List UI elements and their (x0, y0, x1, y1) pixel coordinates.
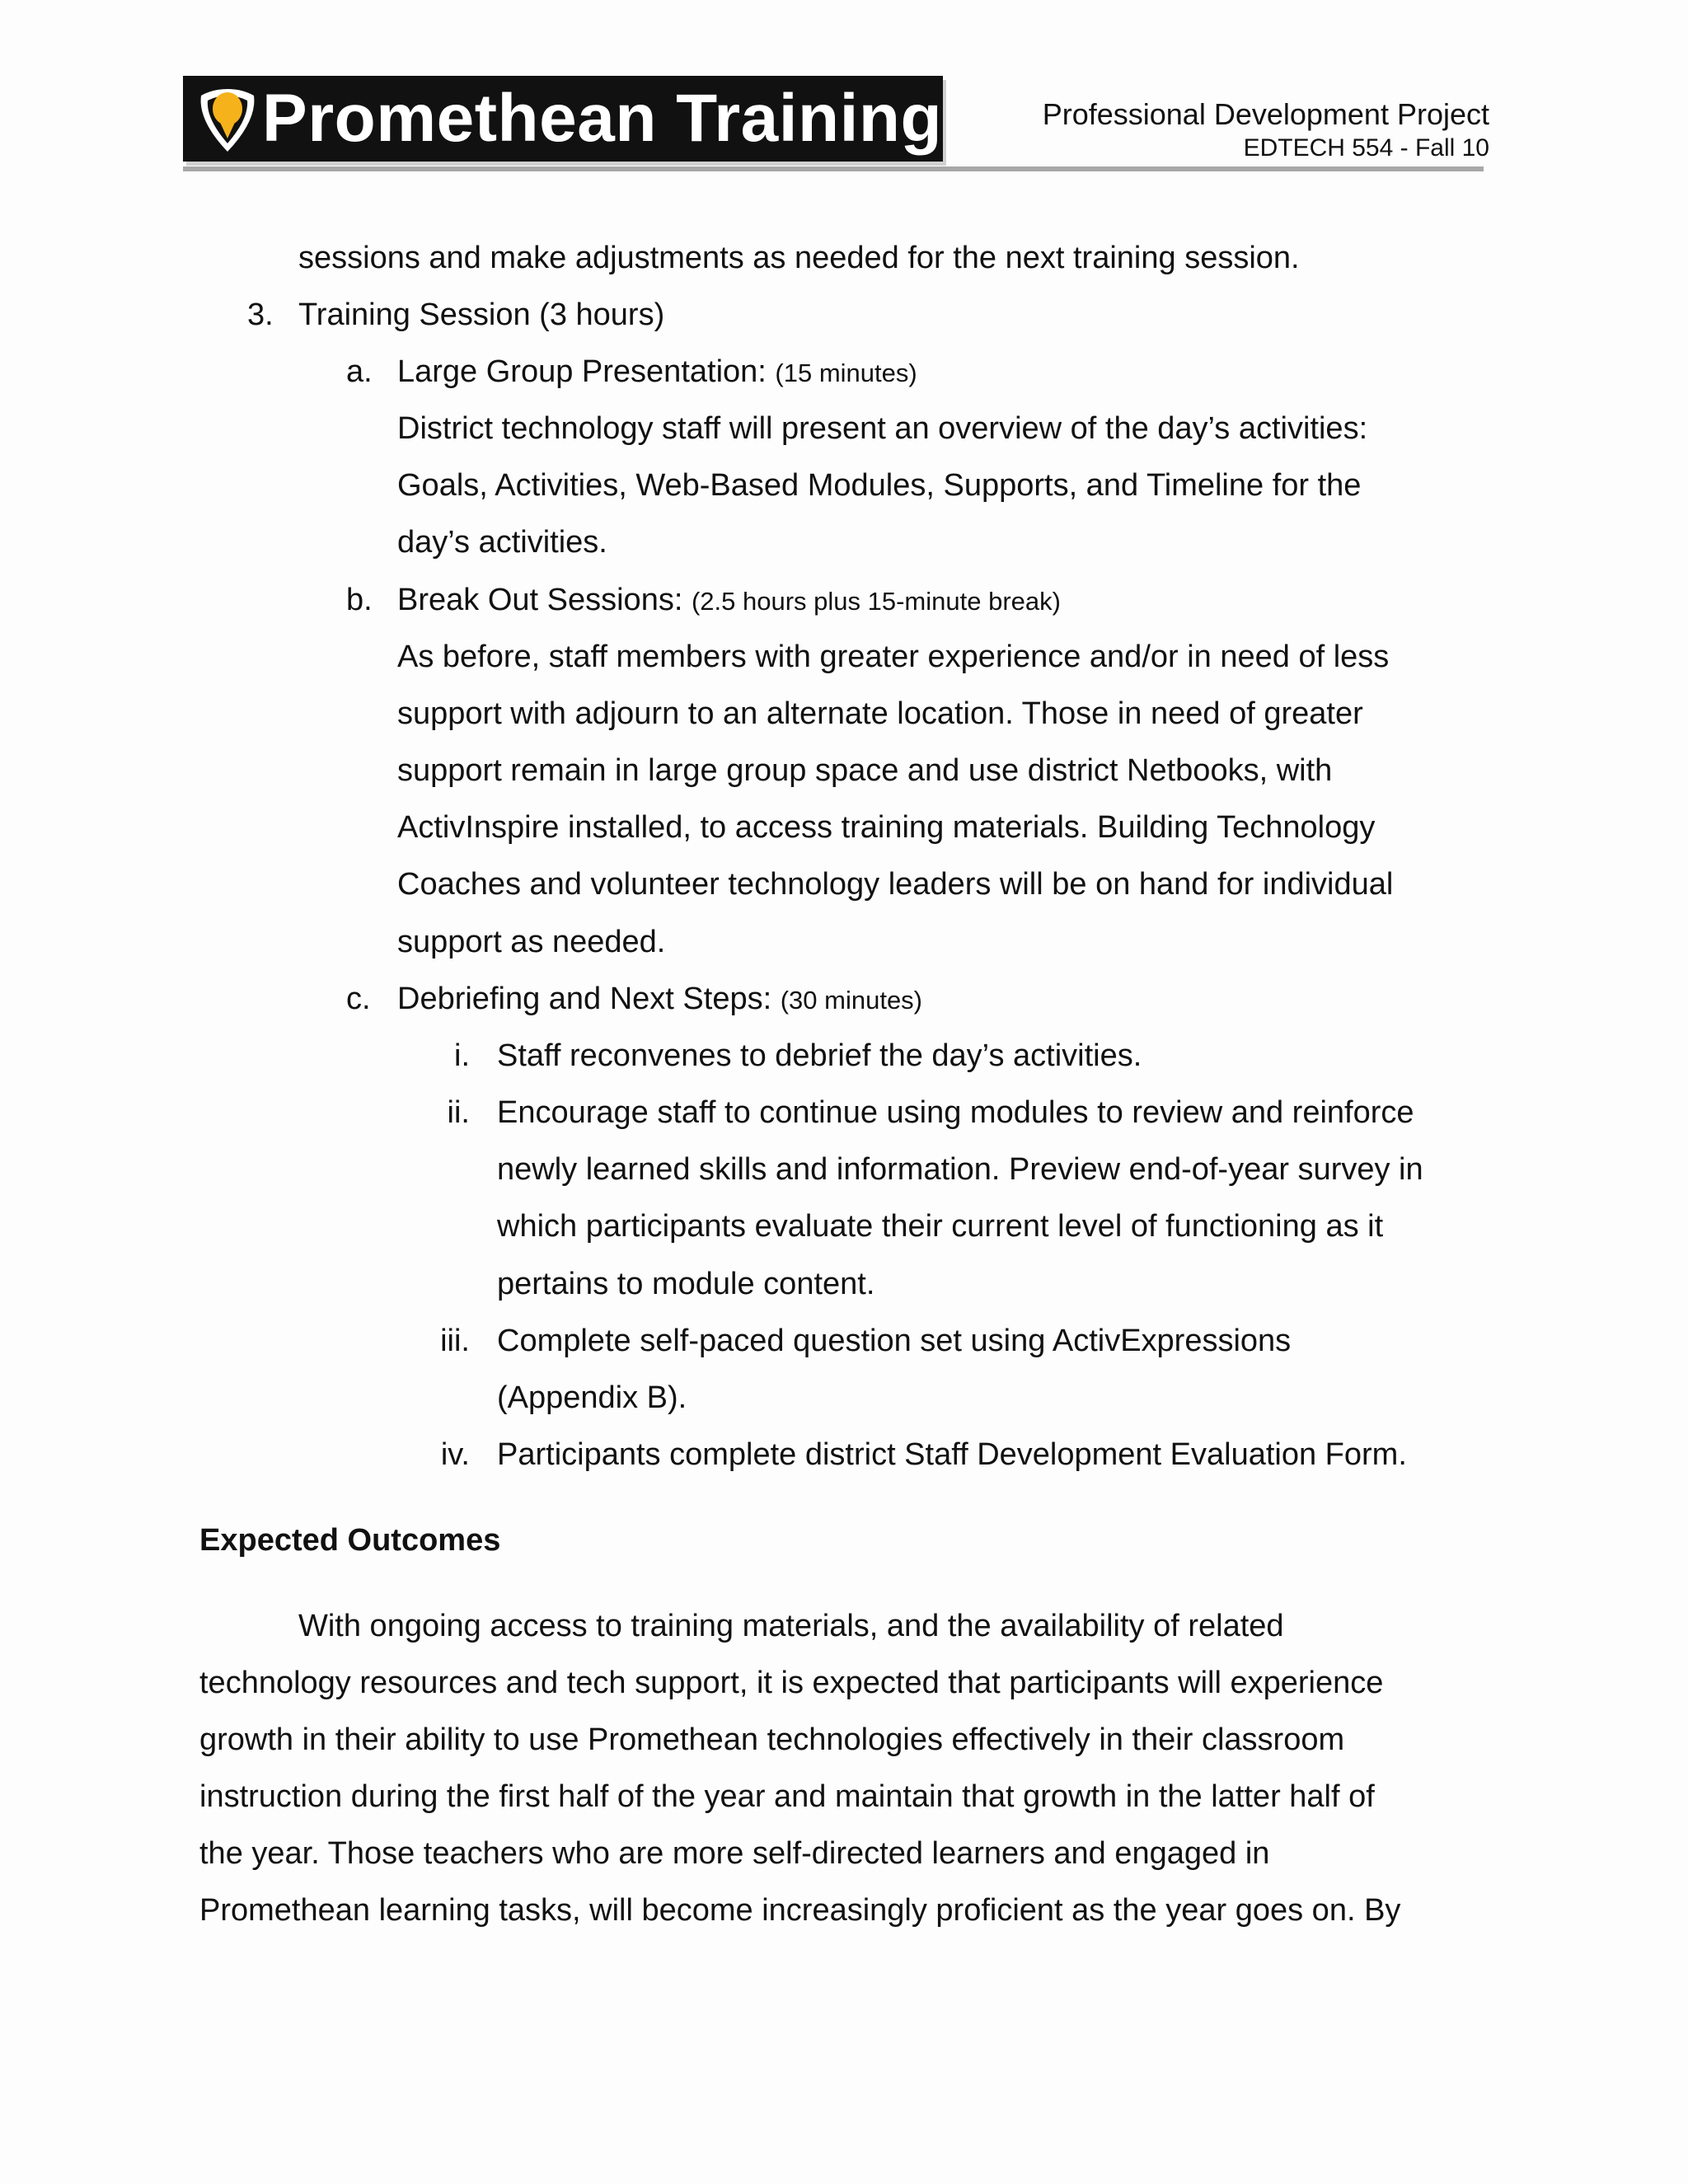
paragraph-line: technology resources and tech support, it is expected that participants will experience (199, 1666, 1384, 1700)
paragraph-line: As before, staff members with greater experience and/or in need of less (397, 640, 1390, 674)
subitem-duration: (30 minutes) (780, 986, 923, 1015)
promethean-logo-icon (196, 86, 259, 153)
subitem-heading (397, 353, 917, 392)
paragraph-line: With ongoing access to training materials, and the availability of related (298, 1609, 1284, 1643)
subitem-title: Debriefing and Next Steps: (397, 982, 772, 1016)
roman-marker: i. (454, 1038, 470, 1073)
header-divider (183, 166, 1484, 171)
paragraph-line: Goals, Activities, Web-Based Modules, Supports, and Timeline for the (397, 468, 1362, 503)
paragraph-line: Coaches and volunteer technology leaders will be on hand for individual (397, 867, 1394, 902)
list-item-title: Training Session (3 hours) (298, 298, 665, 332)
paragraph-line: which participants evaluate their current level of functioning as it (497, 1209, 1384, 1244)
paragraph-line: Promethean learning tasks, will become increasingly proficient as the year goes on. By (199, 1893, 1401, 1928)
paragraph-line: support with adjourn to an alternate location. Those in need of greater (397, 696, 1363, 731)
paragraph-line: instruction during the first half of the year and maintain that growth in the latter half of (199, 1779, 1375, 1814)
course-label: EDTECH 554 - Fall 10 (1243, 134, 1489, 162)
roman-marker: iv. (440, 1437, 470, 1472)
subitem-title: Break Out Sessions: (397, 583, 683, 617)
paragraph-line: pertains to module content. (497, 1267, 875, 1301)
paragraph-line: Encourage staff to continue using modules to review and reinforce (497, 1095, 1414, 1130)
paragraph-line: Complete self-paced question set using ActivExpressions (497, 1324, 1292, 1358)
list-marker: b. (346, 583, 373, 617)
paragraph-line: (Appendix B). (497, 1380, 687, 1415)
paragraph-line: support remain in large group space and use district Netbooks, with (397, 753, 1333, 788)
paragraph-line: ActivInspire installed, to access training materials. Building Technology (397, 810, 1376, 845)
paragraph-line: newly learned skills and information. Preview end-of-year survey in (497, 1152, 1423, 1187)
paragraph-line: the year. Those teachers who are more self-directed learners and engaged in (199, 1836, 1270, 1871)
subitem-title: Large Group Presentation: (397, 354, 767, 389)
subitem-duration: (2.5 hours plus 15-minute break) (691, 587, 1061, 616)
subitem-heading (397, 581, 1061, 621)
paragraph-line: Participants complete district Staff Development Evaluation Form. (497, 1437, 1407, 1472)
roman-marker: iii. (440, 1324, 470, 1358)
list-marker: c. (346, 982, 371, 1016)
list-marker: a. (346, 354, 373, 389)
paragraph-line: support as needed. (397, 925, 666, 959)
paragraph-line: Staff reconvenes to debrief the day’s activities. (497, 1038, 1142, 1073)
continuation-text: sessions and make adjustments as needed for the next training session. (298, 241, 1300, 275)
paragraph-line: growth in their ability to use Promethean technologies effectively in their classroom (199, 1722, 1345, 1757)
subitem-heading (397, 980, 922, 1019)
subitem-duration: (15 minutes) (775, 359, 917, 387)
paragraph-line: day’s activities. (397, 525, 607, 560)
paragraph-line: District technology staff will present an overview of the day’s activities: (397, 411, 1368, 446)
list-number: 3. (247, 298, 274, 332)
section-heading: Expected Outcomes (199, 1523, 501, 1558)
project-title: Professional Development Project (1042, 97, 1489, 131)
roman-marker: ii. (447, 1095, 470, 1130)
brand-title: Promethean Training (262, 81, 943, 156)
header-banner (183, 76, 943, 162)
